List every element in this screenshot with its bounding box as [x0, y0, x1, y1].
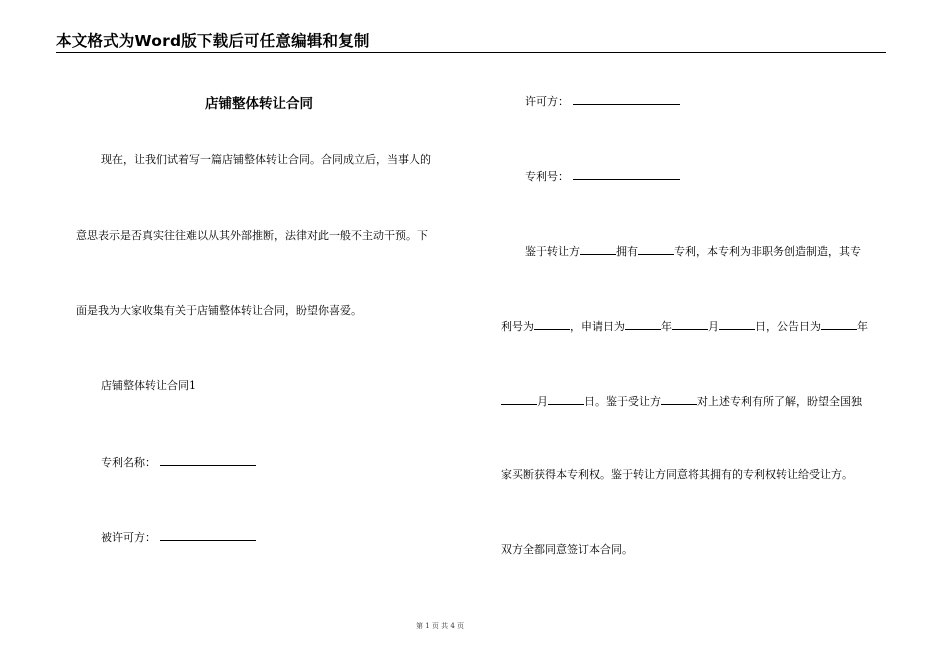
licensee-field — [101, 529, 256, 545]
blank-line — [672, 318, 708, 330]
clause-line-3 — [501, 393, 862, 409]
header-divider — [56, 52, 886, 53]
licensor-field — [525, 93, 680, 109]
clause-line-5: 双方全都同意签订本合同。 — [501, 543, 633, 556]
blank-line — [638, 243, 674, 255]
patent-name-field — [101, 454, 256, 470]
blank-line — [580, 243, 616, 255]
blank-line — [719, 318, 755, 330]
clause-text: 月 — [708, 320, 719, 333]
patent-number-label: 专利号： — [525, 170, 569, 183]
clause-text: 年 — [857, 320, 868, 333]
patent-number-field — [525, 168, 680, 184]
patent-name-blank — [160, 454, 256, 466]
licensee-label: 被许可方： — [101, 531, 156, 544]
licensor-label: 许可方： — [525, 95, 569, 108]
blank-line — [821, 318, 857, 330]
contract-subtitle: 店铺整体转让合同1 — [101, 379, 196, 392]
clause-text: 年 — [661, 320, 672, 333]
clause-text: 利号为 — [501, 320, 534, 333]
clause-text: 专利，本专利为非职务创造制造，其专 — [674, 245, 861, 258]
clause-line-4: 家买断获得本专利权。鉴于转让方同意将其拥有的专利权转让给受让方。 — [501, 468, 853, 481]
clause-text: 鉴于转让方 — [525, 245, 580, 258]
blank-line — [625, 318, 661, 330]
patent-number-blank — [573, 168, 680, 180]
clause-text: 拥有 — [616, 245, 638, 258]
clause-text: 月 — [537, 395, 548, 408]
licensee-blank — [160, 529, 256, 541]
clause-line-1 — [525, 243, 861, 259]
document-header: 本文格式为Word版下载后可任意编辑和复制 — [56, 32, 370, 50]
intro-paragraph-line-3: 面是我为大家收集有关于店铺整体转让合同，盼望你喜爱。 — [76, 304, 362, 317]
blank-line — [661, 393, 697, 405]
clause-line-2 — [501, 318, 868, 334]
blank-line — [534, 318, 570, 330]
patent-name-label: 专利名称： — [101, 456, 156, 469]
clause-text: ，申请日为 — [570, 320, 625, 333]
intro-paragraph-line-2: 意思表示是否真实往往难以从其外部推断，法律对此一般不主动干预。下 — [76, 229, 428, 242]
page-indicator: 第 1 页 共 4 页 — [415, 622, 465, 630]
clause-text: 日。鉴于受让方 — [584, 395, 661, 408]
licensor-blank — [573, 93, 680, 105]
intro-paragraph-line-1: 现在，让我们试着写一篇店铺整体转让合同。合同成立后，当事人的 — [101, 153, 431, 166]
document-title: 店铺整体转让合同 — [205, 96, 313, 112]
blank-line — [501, 393, 537, 405]
clause-text: 对上述专利有所了解，盼望全国独 — [697, 395, 862, 408]
blank-line — [548, 393, 584, 405]
clause-text: 日，公告日为 — [755, 320, 821, 333]
